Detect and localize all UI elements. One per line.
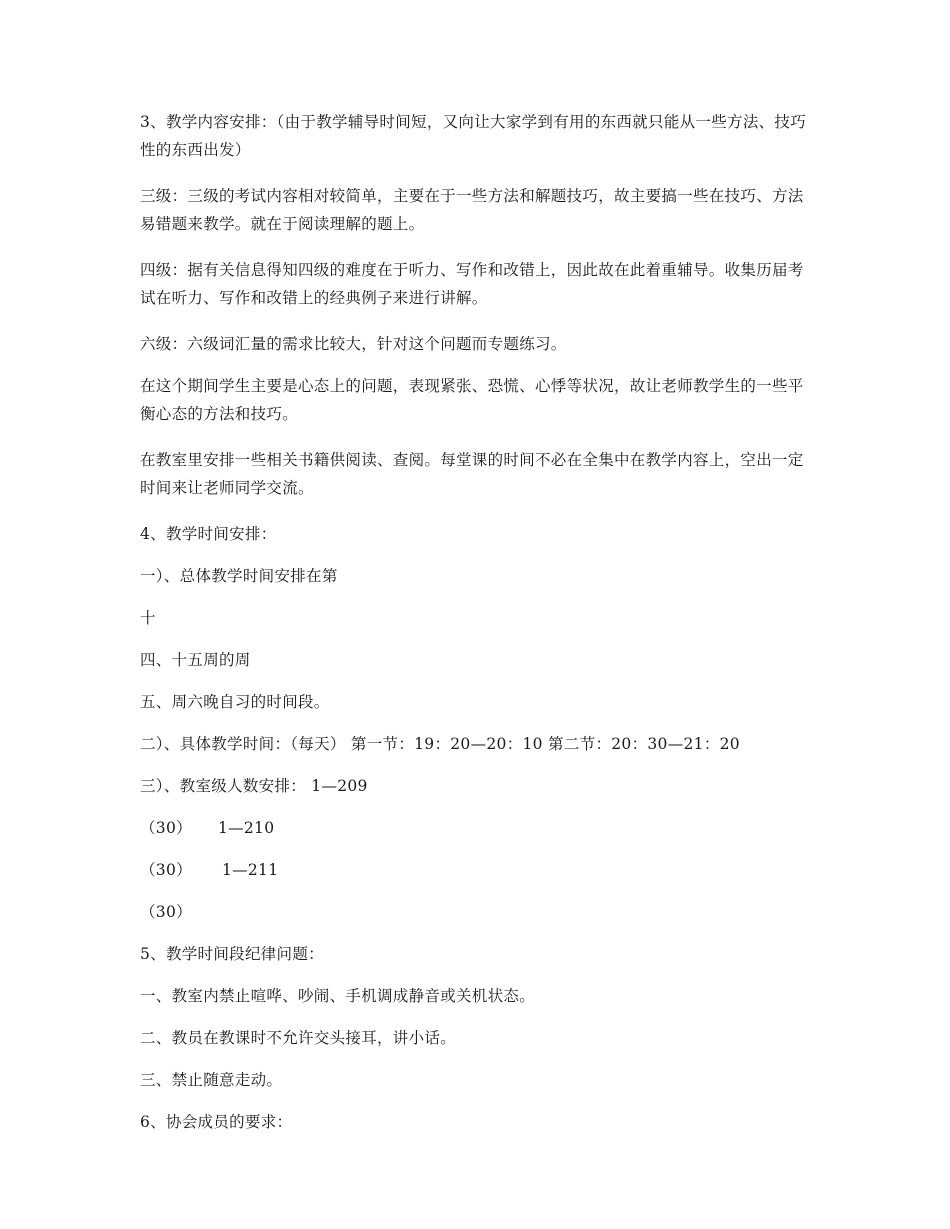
section-5-heading: 5、教学时间段纪律问题： — [140, 945, 324, 963]
schedule-fragment-evenings: 五、周六晚自习的时间段。 — [140, 693, 330, 711]
level-6-paragraph: 六级：六级词汇量的需求比较大，针对这个问题而专题练习。 — [140, 335, 567, 353]
room-row — [140, 814, 812, 842]
room-row — [140, 898, 812, 926]
discipline-rule-1: 一、教室内禁止喧哗、吵闹、手机调成静音或关机状态。 — [140, 987, 536, 1005]
mindset-paragraph: 在这个期间学生主要是心态上的问题，表现紧张、恐慌、心悸等状况，故让老师教学生的一些平衡心态的方法和技巧。 — [140, 377, 804, 423]
level-4-paragraph: 四级：据有关信息得知四级的难度在于听力、写作和改错上，因此故在此着重辅导。收集历届考试在听力、写作和改错上的经典例子来进行讲解。 — [140, 261, 804, 307]
section-4-heading: 4、教学时间安排： — [140, 525, 277, 543]
schedule-item-3: 三）、教室级人数安排： 1—209 — [140, 777, 368, 795]
schedule-fragment-ten: 十 — [140, 609, 156, 627]
level-3-paragraph: 三级：三级的考试内容相对较简单，主要在于一些方法和解题技巧，故主要搞一些在技巧、方法易错题来教学。就在于阅读理解的题上。 — [140, 187, 804, 233]
discipline-rule-2: 二、教员在教课时不允许交头接耳，讲小话。 — [140, 1029, 457, 1047]
classroom-books-paragraph: 在教室里安排一些相关书籍供阅读、查阅。每堂课的时间不必在全集中在教学内容上，空出一定时间来让老师同学交流。 — [140, 451, 804, 497]
room-count: （30） — [140, 819, 192, 837]
room-number: 1—211 — [221, 861, 279, 879]
section-3-heading: 3、教学内容安排：（由于教学辅导时间短，又向让大家学到有用的东西就只能从一些方法、技巧性的东西出发） — [140, 113, 807, 159]
room-row — [140, 856, 812, 884]
room-count: （30） — [140, 903, 192, 921]
discipline-rule-3: 三、禁止随意走动。 — [140, 1071, 283, 1089]
room-count: （30） — [140, 861, 192, 879]
room-number: 1—210 — [217, 819, 275, 837]
schedule-item-2: 二）、具体教学时间：（每天） 第一节：19：20—20：10 第二节：20：30—21：20 — [140, 735, 740, 753]
schedule-item-1: 一）、总体教学时间安排在第 — [140, 567, 338, 585]
document-page — [140, 108, 812, 1150]
schedule-fragment-weeks: 四、十五周的周 — [140, 651, 251, 669]
section-6-heading: 6、协会成员的要求： — [140, 1113, 293, 1131]
